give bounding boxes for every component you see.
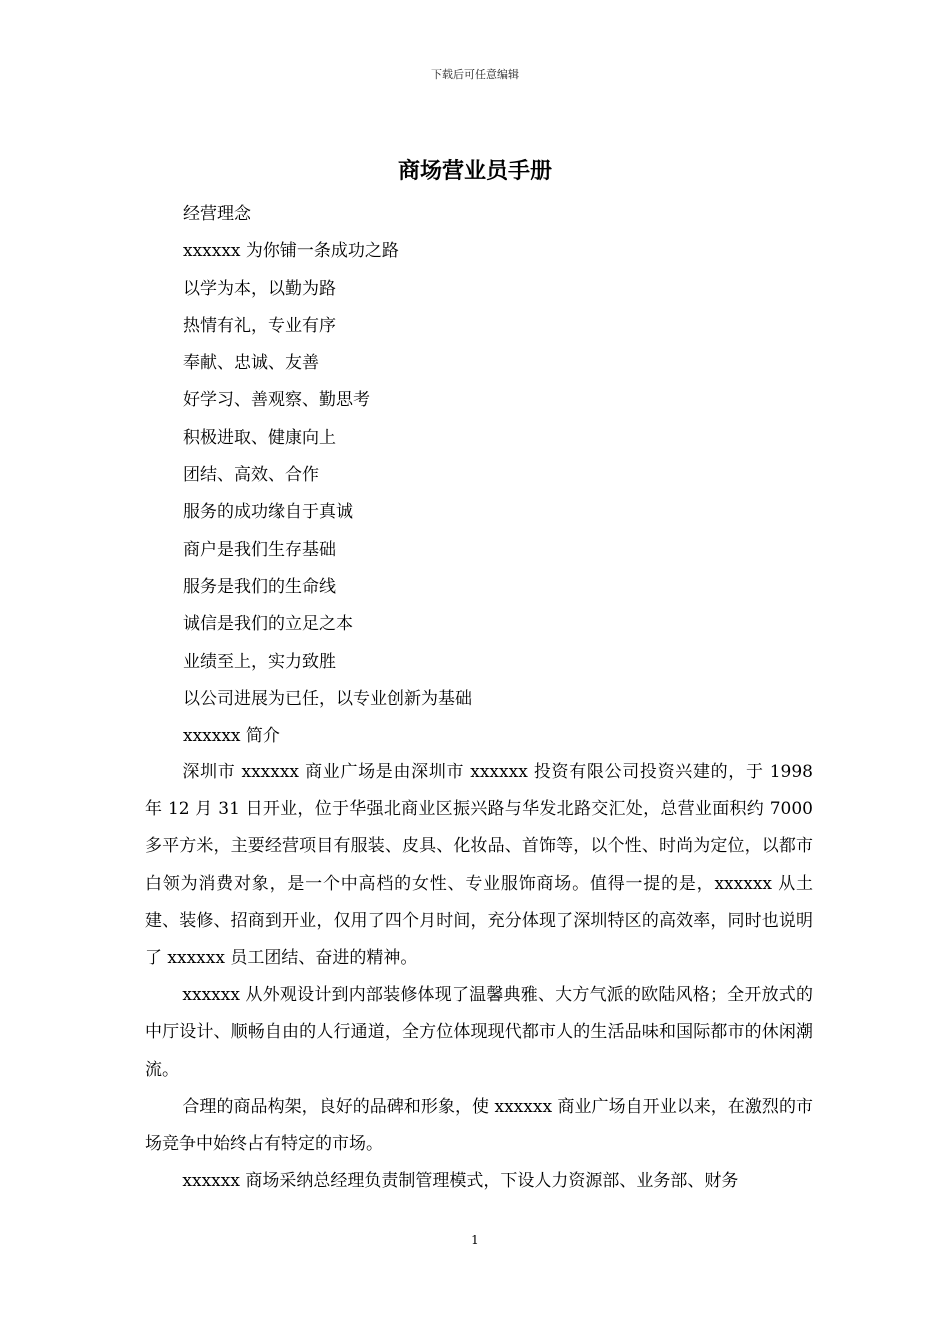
body-text [145,754,813,1200]
motto-line: 团结、高效、合作 [183,465,319,486]
paragraph: xxxxxx 商场采纳总经理负责制管理模式，下设人力资源部、业务部、财务 [182,1171,739,1192]
motto-line: 服务是我们的生命线 [183,576,336,597]
motto-line: 服务的成功缘自于真诚 [183,502,353,523]
motto-line: xxxxxx 为你铺一条成功之路 [183,241,399,262]
paragraph: 深圳市 xxxxxx 商业广场是由深圳市 xxxxxx 投资有限公司投资兴建的，于 1998 年 12 月 31 日开业，位于华强北商业区振兴路与华发北路交汇处，总营业面积约 7000 多平方米，主要经营项目有服装、皮具、化妆品、首饰等，以个性、时尚为定位，以都市白领为消费对象，是一个中高档的女性、专业服饰商场。值得一提的是，xxxxxx 从土建、装修、招商到开业，仅用了四个月时间，充分体现了深圳特区的高效率，同时也说明了 xxxxxx 员工团结、奋进的精神。 [145,762,813,969]
document-title: 商场营业员手册 [397,158,552,184]
motto-line: 热情有礼，专业有序 [183,315,336,336]
paragraph: 合理的商品构架，良好的品碑和形象，使 xxxxxx 商业广场自开业以来，在激烈的市场竞争中始终占有特定的市场。 [145,1096,813,1155]
motto-line: 以学为本，以勤为路 [183,278,336,299]
motto-line: 商户是我们生存基础 [183,539,336,560]
motto-line: 业绩至上，实力致胜 [183,651,336,672]
motto-line: 经营理念 [183,204,251,224]
header-note: 下载后可任意编辑 [431,68,519,81]
motto-line: 积极进取、健康向上 [183,427,336,448]
motto-line: 以公司进展为已任，以专业创新为基础 [183,688,472,709]
motto-line: 好学习、善观察、勤思考 [183,390,370,411]
motto-list [183,196,472,755]
page-number: 1 [471,1233,479,1247]
motto-line: 奉献、忠诚、友善 [183,353,319,374]
paragraph: xxxxxx 从外观设计到内部装修体现了温馨典雅、大方气派的欧陆风格；全开放式的中厅设计、顺畅自由的人行通道，全方位体现现代都市人的生活品味和国际都市的休闲潮流。 [145,985,813,1080]
section-heading-intro: xxxxxx 简介 [183,726,280,747]
motto-line: 诚信是我们的立足之本 [183,614,353,635]
